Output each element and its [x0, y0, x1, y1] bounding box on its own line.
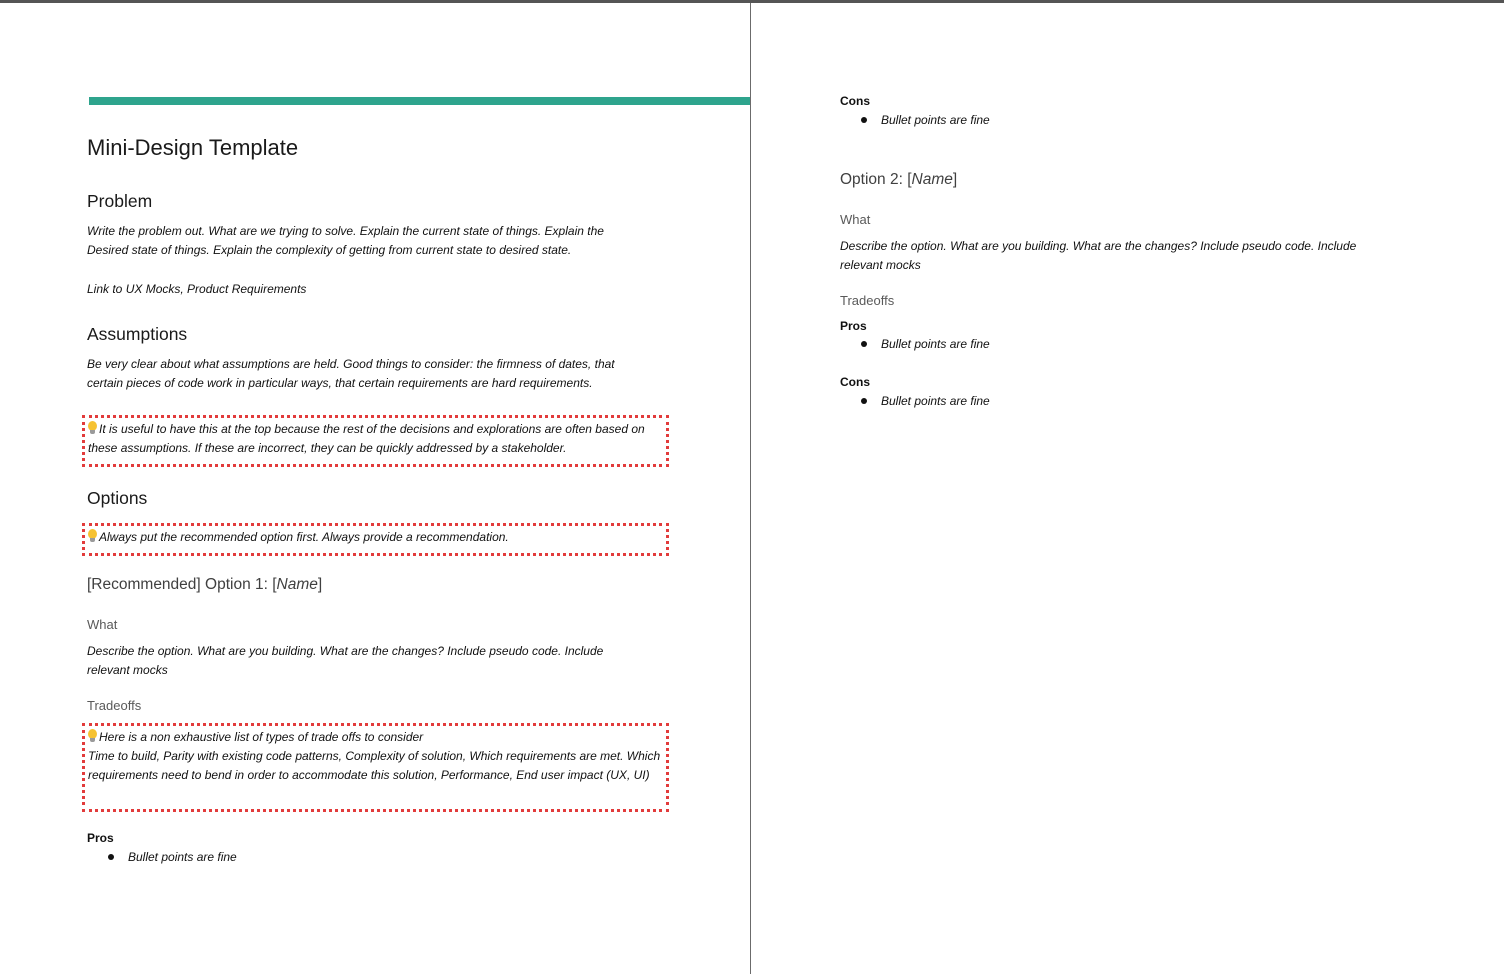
option1-pros-label: Pros — [87, 831, 114, 845]
lightbulb-icon — [88, 729, 97, 743]
tradeoffs-callout-rest: Time to build, Parity with existing code patterns, Complexity of solution, Which requirements are met. Which requirements need to bend in order to accommodate this solution, Performance, End user impact (UX, UI) — [88, 749, 661, 782]
bullet-icon — [861, 398, 867, 404]
option2-what-heading: What — [840, 212, 871, 227]
title-accent-bar — [89, 97, 750, 105]
bullet-icon — [861, 117, 867, 123]
options-callout — [82, 523, 669, 556]
assumptions-callout-text: It is useful to have this at the top because the rest of the decisions and explorations are often based on these assumptions. If these are incorrect, they can be quickly addressed by a stakeholder. — [88, 422, 645, 455]
option2-heading-name: Name — [911, 171, 953, 188]
option1-cons-label: Cons — [840, 94, 870, 108]
option1-heading-name: Name — [276, 576, 318, 593]
option2-pros-item — [861, 337, 990, 351]
option1-heading — [87, 576, 322, 594]
tradeoffs-callout — [82, 723, 669, 812]
page-1 — [0, 3, 750, 974]
option1-pros-item — [108, 850, 237, 864]
document-title: Mini-Design Template — [87, 135, 299, 160]
problem-body: Write the problem out. What are we trying to solve. Explain the current state of things. Explain the Desired state of things. Explain the complexity of getting from current state to desired state. — [87, 224, 604, 257]
option1-heading-prefix: [Recommended] Option 1: [ — [87, 576, 277, 593]
page-2 — [751, 3, 1504, 974]
option1-what-body: Describe the option. What are you building. What are the changes? Include pseudo code. Include relevant mocks — [87, 644, 604, 677]
options-heading: Options — [87, 488, 148, 508]
bullet-icon — [861, 341, 867, 347]
bullet-icon — [108, 854, 114, 860]
option2-pros-text: Bullet points are fine — [881, 337, 990, 351]
problem-links: Link to UX Mocks, Product Requirements — [87, 282, 307, 296]
option2-heading-prefix: Option 2: [ — [840, 171, 912, 188]
option1-cons-item — [861, 113, 990, 127]
tradeoffs-callout-line1: Here is a non exhaustive list of types of trade offs to consider — [99, 730, 424, 744]
option2-heading — [840, 171, 957, 189]
lightbulb-icon — [88, 421, 97, 435]
assumptions-body: Be very clear about what assumptions are held. Good things to consider: the firmness of dates, that certain pieces of code work in particular ways, that certain requirements are hard requirements. — [87, 357, 615, 390]
option2-tradeoffs-heading: Tradeoffs — [840, 293, 895, 308]
option1-heading-suffix: ] — [317, 576, 323, 593]
option2-heading-suffix: ] — [952, 171, 958, 188]
option1-tradeoffs-heading: Tradeoffs — [87, 698, 142, 713]
option2-pros-label: Pros — [840, 319, 867, 333]
assumptions-heading: Assumptions — [87, 324, 188, 344]
options-callout-text: Always put the recommended option first. Always provide a recommendation. — [99, 530, 509, 544]
option1-cons-text: Bullet points are fine — [881, 113, 990, 127]
lightbulb-icon — [88, 529, 97, 543]
option1-pros-text: Bullet points are fine — [128, 850, 237, 864]
assumptions-callout — [82, 415, 669, 467]
problem-heading: Problem — [87, 191, 153, 211]
option2-cons-item — [861, 394, 990, 408]
option2-cons-text: Bullet points are fine — [881, 394, 990, 408]
option1-what-heading: What — [87, 617, 118, 632]
option2-what-body: Describe the option. What are you building. What are the changes? Include pseudo code. Include relevant mocks — [840, 239, 1357, 272]
option2-cons-label: Cons — [840, 375, 870, 389]
